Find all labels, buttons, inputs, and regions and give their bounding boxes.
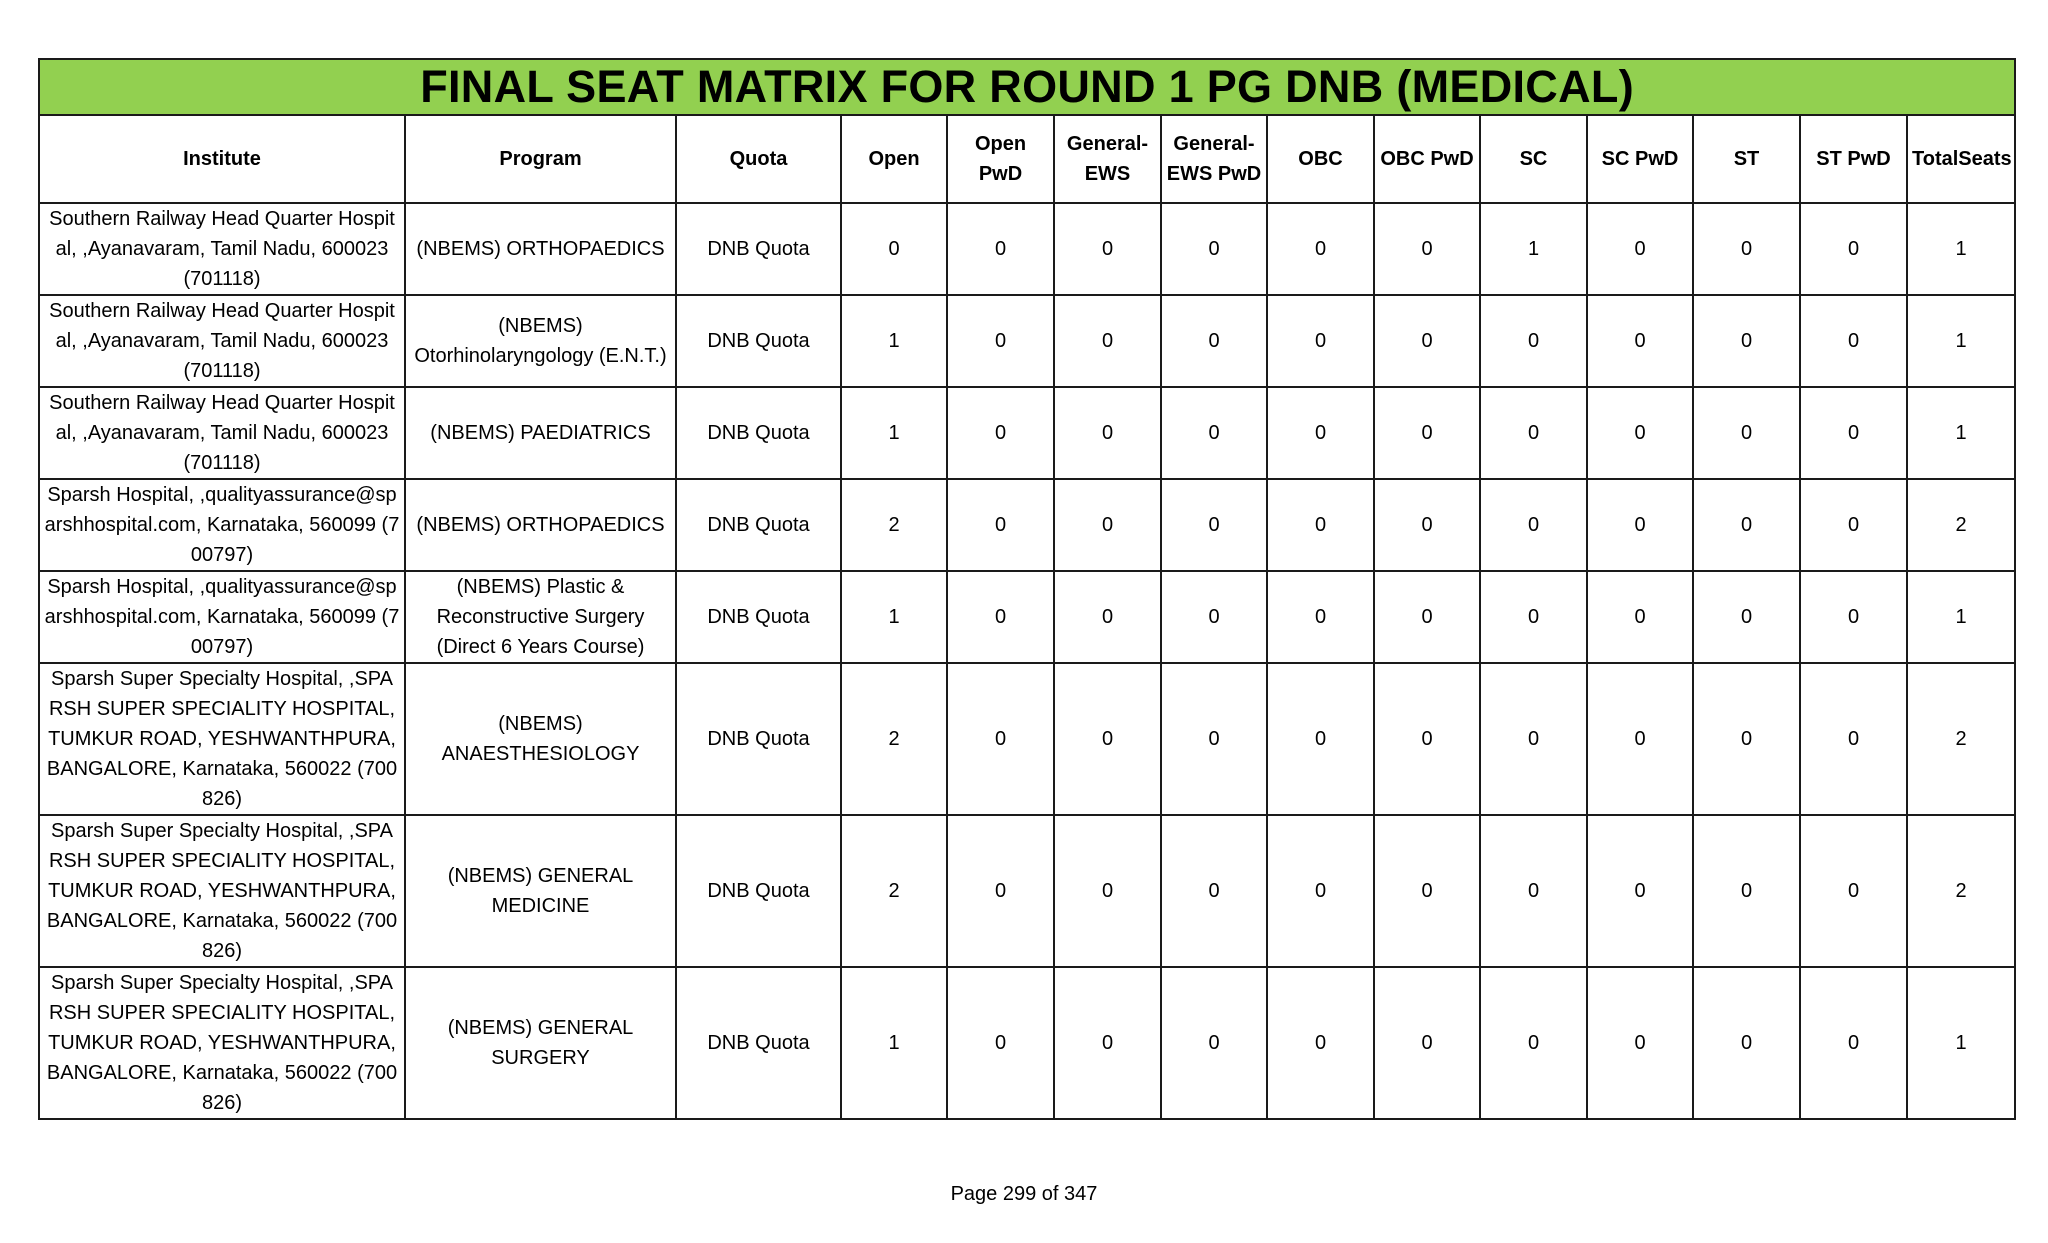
- table-row: [39, 663, 2015, 815]
- column-header-row: [39, 115, 2015, 203]
- program-cell: (NBEMS) Otorhinolaryngology (E.N.T.): [405, 295, 676, 387]
- seat-count-cell: 0: [1693, 571, 1800, 663]
- seat-count-cell: 2: [1907, 815, 2015, 967]
- table-row: [39, 571, 2015, 663]
- seat-count-cell: 0: [1480, 663, 1587, 815]
- seat-count-cell: 0: [1054, 571, 1161, 663]
- program-cell: (NBEMS) GENERAL SURGERY: [405, 967, 676, 1119]
- column-header: General-EWS PwD: [1161, 115, 1267, 203]
- institute-text: Southern Railway Head Quarter Hospital, ,Ayanavaram, Tamil Nadu, 600023 (701118): [49, 208, 395, 290]
- table-row: [39, 295, 2015, 387]
- column-header: SC: [1480, 115, 1587, 203]
- institute-cell: [39, 815, 405, 967]
- seat-count-cell: 0: [1267, 295, 1374, 387]
- seat-count-cell: 0: [841, 203, 947, 295]
- institute-text: Southern Railway Head Quarter Hospital, ,Ayanavaram, Tamil Nadu, 600023 (701118): [49, 392, 395, 474]
- seat-count-cell: 0: [1800, 815, 1907, 967]
- seat-count-cell: 0: [1267, 387, 1374, 479]
- seat-matrix-table: [38, 58, 2016, 1120]
- quota-cell: DNB Quota: [676, 663, 841, 815]
- column-header: Institute: [39, 115, 405, 203]
- seat-count-cell: 0: [1693, 663, 1800, 815]
- institute-cell: [39, 203, 405, 295]
- seat-count-cell: 0: [1161, 387, 1267, 479]
- seat-count-cell: 0: [947, 815, 1054, 967]
- seat-count-cell: 0: [1161, 479, 1267, 571]
- institute-text: Sparsh Hospital, ,qualityassurance@sparshhospital.com, Karnataka, 560099 (700797): [44, 576, 400, 658]
- quota-cell: DNB Quota: [676, 387, 841, 479]
- seat-count-cell: 0: [1693, 815, 1800, 967]
- program-cell: (NBEMS) GENERAL MEDICINE: [405, 815, 676, 967]
- table-title: FINAL SEAT MATRIX FOR ROUND 1 PG DNB (MEDICAL): [39, 59, 2015, 115]
- seat-count-cell: 0: [1161, 571, 1267, 663]
- seat-count-cell: 1: [1480, 203, 1587, 295]
- seat-count-cell: 0: [1800, 479, 1907, 571]
- seat-count-cell: 0: [947, 203, 1054, 295]
- seat-count-cell: 2: [841, 663, 947, 815]
- column-header: OBC PwD: [1374, 115, 1480, 203]
- seat-count-cell: 0: [1693, 967, 1800, 1119]
- seat-count-cell: 2: [1907, 663, 2015, 815]
- institute-text: Sparsh Hospital, ,qualityassurance@sparshhospital.com, Karnataka, 560099 (700797): [44, 484, 400, 566]
- seat-count-cell: 1: [841, 967, 947, 1119]
- column-header: TotalSeats: [1907, 115, 2015, 203]
- seat-count-cell: 0: [1267, 967, 1374, 1119]
- seat-count-cell: 0: [1054, 295, 1161, 387]
- seat-count-cell: 1: [1907, 203, 2015, 295]
- institute-cell: [39, 571, 405, 663]
- seat-count-cell: 0: [1161, 663, 1267, 815]
- seat-count-cell: 0: [1800, 295, 1907, 387]
- seat-count-cell: 0: [1267, 571, 1374, 663]
- seat-count-cell: 0: [1161, 967, 1267, 1119]
- seat-count-cell: 0: [1693, 295, 1800, 387]
- seat-count-cell: 0: [1587, 663, 1693, 815]
- seat-count-cell: 0: [1161, 815, 1267, 967]
- institute-cell: [39, 295, 405, 387]
- seat-count-cell: 0: [1374, 387, 1480, 479]
- seat-count-cell: 0: [1374, 203, 1480, 295]
- program-cell: (NBEMS) ORTHOPAEDICS: [405, 479, 676, 571]
- seat-count-cell: 0: [1054, 815, 1161, 967]
- institute-cell: [39, 967, 405, 1119]
- seat-count-cell: 0: [947, 387, 1054, 479]
- seat-count-cell: 1: [1907, 967, 2015, 1119]
- column-header: Program: [405, 115, 676, 203]
- seat-count-cell: 0: [1480, 967, 1587, 1119]
- seat-count-cell: 1: [1907, 387, 2015, 479]
- seat-count-cell: 0: [1054, 203, 1161, 295]
- seat-count-cell: 0: [1161, 295, 1267, 387]
- seat-count-cell: 0: [1587, 203, 1693, 295]
- seat-count-cell: 0: [1480, 479, 1587, 571]
- quota-cell: DNB Quota: [676, 967, 841, 1119]
- seat-count-cell: 2: [841, 815, 947, 967]
- institute-cell: [39, 387, 405, 479]
- seat-count-cell: 0: [1587, 571, 1693, 663]
- column-header: General-EWS: [1054, 115, 1161, 203]
- seat-count-cell: 0: [1374, 815, 1480, 967]
- seat-count-cell: 0: [1374, 571, 1480, 663]
- program-cell: (NBEMS) ANAESTHESIOLOGY: [405, 663, 676, 815]
- seat-count-cell: 0: [1267, 203, 1374, 295]
- quota-cell: DNB Quota: [676, 815, 841, 967]
- seat-count-cell: 0: [1480, 387, 1587, 479]
- seat-count-cell: 0: [1800, 571, 1907, 663]
- seat-count-cell: 0: [947, 479, 1054, 571]
- column-header: Open PwD: [947, 115, 1054, 203]
- table-row: [39, 479, 2015, 571]
- seat-count-cell: 0: [1054, 967, 1161, 1119]
- seat-count-cell: 0: [947, 295, 1054, 387]
- institute-text: Sparsh Super Specialty Hospital, ,SPARSH SUPER SPECIALITY HOSPITAL, TUMKUR ROAD, YESHWANTHPURA, BANGALORE, Karnataka, 560022 (700826): [46, 820, 398, 962]
- table-body: [39, 203, 2015, 1119]
- column-header: OBC: [1267, 115, 1374, 203]
- page-number: Page 299 of 347: [950, 1183, 1098, 1205]
- seat-count-cell: 0: [1374, 479, 1480, 571]
- table-row: [39, 203, 2015, 295]
- seat-count-cell: 0: [1480, 295, 1587, 387]
- seat-count-cell: 1: [841, 571, 947, 663]
- seat-count-cell: 0: [1587, 479, 1693, 571]
- seat-count-cell: 0: [1587, 387, 1693, 479]
- seat-count-cell: 0: [1693, 387, 1800, 479]
- seat-count-cell: 0: [1693, 479, 1800, 571]
- column-header: SC PwD: [1587, 115, 1693, 203]
- quota-cell: DNB Quota: [676, 571, 841, 663]
- seat-count-cell: 0: [1267, 479, 1374, 571]
- quota-cell: DNB Quota: [676, 479, 841, 571]
- seat-count-cell: 0: [1374, 663, 1480, 815]
- seat-matrix-sheet: [38, 58, 2010, 1120]
- table-row: [39, 967, 2015, 1119]
- seat-count-cell: 0: [1374, 295, 1480, 387]
- seat-count-cell: 2: [841, 479, 947, 571]
- seat-count-cell: 0: [1054, 479, 1161, 571]
- seat-count-cell: 0: [1267, 815, 1374, 967]
- seat-count-cell: 1: [841, 295, 947, 387]
- seat-count-cell: 2: [1907, 479, 2015, 571]
- seat-count-cell: 0: [947, 571, 1054, 663]
- seat-count-cell: 0: [947, 967, 1054, 1119]
- seat-count-cell: 0: [1374, 967, 1480, 1119]
- quota-cell: DNB Quota: [676, 203, 841, 295]
- table-row: [39, 387, 2015, 479]
- seat-count-cell: 0: [1693, 203, 1800, 295]
- seat-count-cell: 0: [1267, 663, 1374, 815]
- seat-count-cell: 0: [1480, 815, 1587, 967]
- seat-count-cell: 0: [1480, 571, 1587, 663]
- institute-text: Sparsh Super Specialty Hospital, ,SPARSH SUPER SPECIALITY HOSPITAL, TUMKUR ROAD, YESHWANTHPURA, BANGALORE, Karnataka, 560022 (700826): [46, 668, 398, 810]
- seat-count-cell: 0: [1054, 387, 1161, 479]
- seat-count-cell: 0: [1587, 815, 1693, 967]
- institute-cell: [39, 663, 405, 815]
- program-cell: (NBEMS) Plastic & Reconstructive Surgery (Direct 6 Years Course): [405, 571, 676, 663]
- column-header: Open: [841, 115, 947, 203]
- column-header: Quota: [676, 115, 841, 203]
- seat-count-cell: 0: [1800, 967, 1907, 1119]
- seat-count-cell: 0: [1800, 203, 1907, 295]
- quota-cell: DNB Quota: [676, 295, 841, 387]
- table-row: [39, 815, 2015, 967]
- program-cell: (NBEMS) PAEDIATRICS: [405, 387, 676, 479]
- seat-count-cell: 0: [947, 663, 1054, 815]
- seat-count-cell: 0: [1161, 203, 1267, 295]
- institute-cell: [39, 479, 405, 571]
- institute-text: Sparsh Super Specialty Hospital, ,SPARSH SUPER SPECIALITY HOSPITAL, TUMKUR ROAD, YESHWANTHPURA, BANGALORE, Karnataka, 560022 (700826): [46, 972, 398, 1114]
- seat-count-cell: 0: [1054, 663, 1161, 815]
- seat-count-cell: 0: [1587, 967, 1693, 1119]
- seat-count-cell: 1: [1907, 571, 2015, 663]
- program-cell: (NBEMS) ORTHOPAEDICS: [405, 203, 676, 295]
- seat-count-cell: 0: [1587, 295, 1693, 387]
- institute-text: Southern Railway Head Quarter Hospital, ,Ayanavaram, Tamil Nadu, 600023 (701118): [49, 300, 395, 382]
- seat-count-cell: 0: [1800, 663, 1907, 815]
- seat-count-cell: 0: [1800, 387, 1907, 479]
- seat-count-cell: 1: [1907, 295, 2015, 387]
- column-header: ST: [1693, 115, 1800, 203]
- seat-count-cell: 1: [841, 387, 947, 479]
- column-header: ST PwD: [1800, 115, 1907, 203]
